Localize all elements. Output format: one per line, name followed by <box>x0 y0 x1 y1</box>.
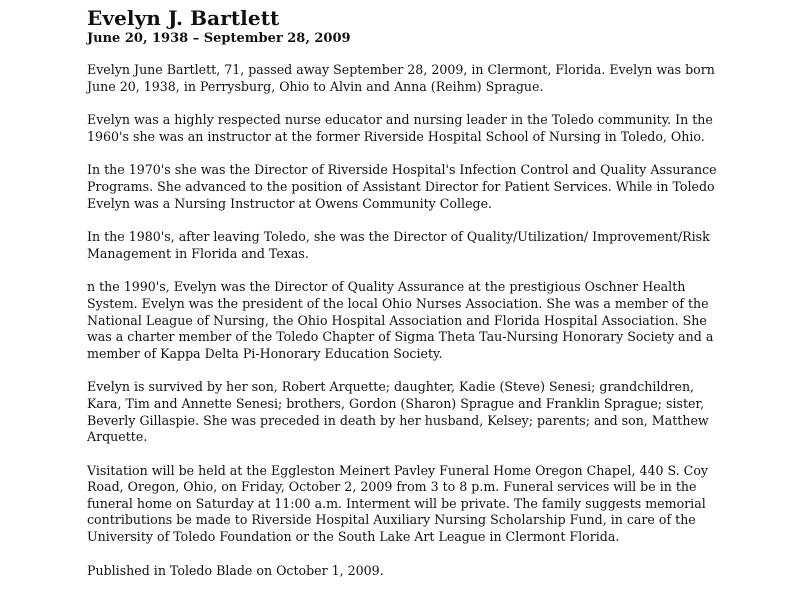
paragraph-1970s: In the 1970's she was the Director of Riverside Hospital's Infection Control and Quality Assurance Programs. She advanced to the position of Assistant Director for Patient Services. While in Toledo Evelyn was a Nursing Instructor at Owens Community College. <box>87 162 717 211</box>
life-dates: June 20, 1938 – September 28, 2009 <box>87 31 351 46</box>
paragraph-published: Published in Toledo Blade on October 1, 2009. <box>87 562 384 578</box>
obituary-document <box>87 6 727 596</box>
paragraph-intro: Evelyn June Bartlett, 71, passed away September 28, 2009, in Clermont, Florida. Evelyn was born June 20, 1938, in Perrysburg, Ohio to Alvin and Anna (Reihm) Sprague. <box>87 62 715 94</box>
paragraph-1990s: n the 1990's, Evelyn was the Director of Quality Assurance at the prestigious Oschner Health System. Evelyn was the president of the local Ohio Nurses Association. She was a member of the National League of Nursing, the Ohio Hospital Association and Florida Hospital Association. She was a charter member of the Toledo Chapter of Sigma Theta Tau-Nursing Honorary Society and a member of Kappa Delta Pi-Honorary Education Society. <box>87 279 714 361</box>
paragraph-1960s: Evelyn was a highly respected nurse educator and nursing leader in the Toledo community. In the 1960's she was an instructor at the former Riverside Hospital School of Nursing in Toledo, Ohio. <box>87 112 713 144</box>
document-title: Evelyn J. Bartlett <box>87 6 280 30</box>
paragraph-1980s: In the 1980's, after leaving Toledo, she was the Director of Quality/Utilization/ Improvement/Risk Management in Florida and Texas. <box>87 229 710 261</box>
paragraph-services: Visitation will be held at the Eggleston Meinert Pavley Funeral Home Oregon Chapel, 440 S. Coy Road, Oregon, Ohio, on Friday, October 2, 2009 from 3 to 8 p.m. Funeral services will be in the funeral home on Saturday at 11:00 a.m. Interment will be private. The family suggests memorial contributions be made to Riverside Hospital Auxiliary Nursing Scholarship Fund, in care of the University of Toledo Foundation or the South Lake Art League in Clermont Florida. <box>87 462 709 545</box>
paragraph-survivors: Evelyn is survived by her son, Robert Arquette; daughter, Kadie (Steve) Senesi; grandchildren, Kara, Tim and Annette Senesi; brothers, Gordon (Sharon) Sprague and Franklin Sprague; sister, Beverly Gillaspie. She was preceded in death by her husband, Kelsey; parents; and son, Matthew Arquette. <box>87 379 709 445</box>
